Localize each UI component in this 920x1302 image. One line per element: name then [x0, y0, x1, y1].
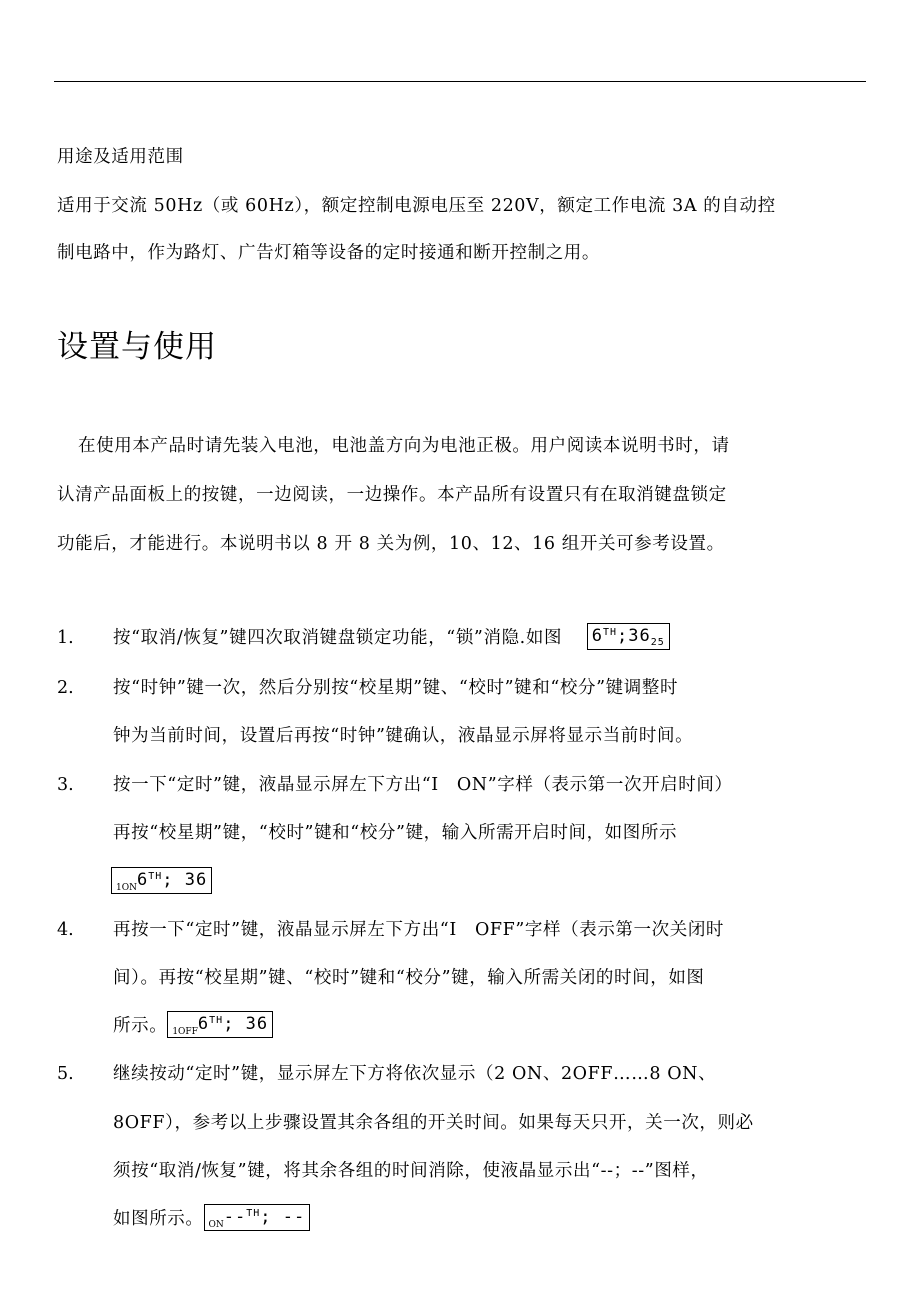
lcd-day: -- — [223, 1207, 247, 1227]
step-number: 1. — [57, 628, 74, 648]
step-line — [113, 625, 670, 652]
lcd-day-suffix: TH — [602, 627, 617, 638]
step-line: 再按一下“定时”键，液晶显示屏左下方出“I OFF”字样（表示第一次关闭时 — [113, 920, 725, 940]
step-number: 5. — [57, 1064, 74, 1084]
step-line: 继续按动“定时”键，显示屏左下方将依次显示（2 ON、2OFF……8 ON、 — [113, 1064, 717, 1084]
lcd-day-suffix: TH — [148, 871, 163, 882]
paragraph-line: 功能后，才能进行。本说明书以 8 开 8 关为例，10、12、16 组开关可参考设置。 — [57, 534, 725, 554]
lcd-day: 6 — [197, 1014, 210, 1034]
step-number: 4. — [57, 920, 74, 940]
step-number: 3. — [57, 775, 74, 795]
step-text: 所示。 — [113, 1016, 168, 1036]
step-line: 按“时钟”键一次，然后分别按“校星期”键、“校时”键和“校分”键调整时 — [113, 678, 679, 698]
step-line: 8OFF），参考以上步骤设置其余各组的开关时间。如果每天只开，关一次，则必 — [113, 1113, 754, 1133]
header-rule — [54, 81, 866, 82]
step-line — [111, 869, 212, 896]
paragraph-line: 认清产品面板上的按键，一边阅读，一边操作。本产品所有设置只有在取消键盘锁定 — [57, 485, 727, 505]
lcd-seconds: 25 — [650, 637, 665, 648]
lcd-prefix: 1ON — [116, 883, 137, 893]
lcd-time: ;36 — [617, 626, 651, 646]
step-line: 再按“校星期”键，“校时”键和“校分”键，输入所需开启时间，如图所示 — [113, 823, 678, 843]
lcd-display — [111, 867, 212, 894]
lcd-time: ; 36 — [223, 1014, 269, 1034]
step-line — [113, 1206, 310, 1233]
lcd-day: 6 — [136, 870, 149, 890]
step-line — [113, 1013, 273, 1040]
lcd-display — [587, 623, 670, 650]
lcd-time: ; -- — [260, 1207, 306, 1227]
intro-line: 制电路中，作为路灯、广告灯箱等设备的定时接通和断开控制之用。 — [57, 243, 600, 263]
paragraph-line: 在使用本产品时请先装入电池，电池盖方向为电池正极。用户阅读本说明书时，请 — [78, 436, 730, 456]
step-text: 如图所示。 — [113, 1209, 204, 1229]
lcd-display — [167, 1011, 273, 1038]
lcd-day-suffix: TH — [209, 1015, 224, 1026]
section-title: 设置与使用 — [57, 329, 217, 365]
step-line: 须按“取消/恢复”键，将其余各组的时间消除，使液晶显示出“--；--”图样， — [113, 1161, 709, 1181]
lcd-day: 6 — [591, 626, 603, 646]
step-number: 2. — [57, 678, 74, 698]
lcd-prefix: 1OFF — [172, 1027, 198, 1037]
step-text: 按“取消/恢复”键四次取消键盘锁定功能，“锁”消隐.如图 — [113, 628, 563, 648]
intro-line: 适用于交流 50Hz（或 60Hz），额定控制电源电压至 220V，额定工作电流 3A 的自动控 — [57, 196, 776, 216]
step-line: 间）。再按“校星期”键、“校时”键和“校分”键，输入所需关闭的时间，如图 — [113, 968, 705, 988]
lcd-day-suffix: TH — [246, 1208, 261, 1219]
lcd-display — [204, 1204, 311, 1231]
lcd-time: ; 36 — [162, 870, 208, 890]
step-line: 按一下“定时”键，液晶显示屏左下方出“I ON”字样（表示第一次开启时间） — [113, 775, 733, 795]
intro-heading: 用途及适用范围 — [57, 147, 184, 167]
step-line: 钟为当前时间，设置后再按“时钟”键确认，液晶显示屏将显示当前时间。 — [113, 726, 694, 746]
lcd-prefix: ON — [208, 1220, 224, 1230]
